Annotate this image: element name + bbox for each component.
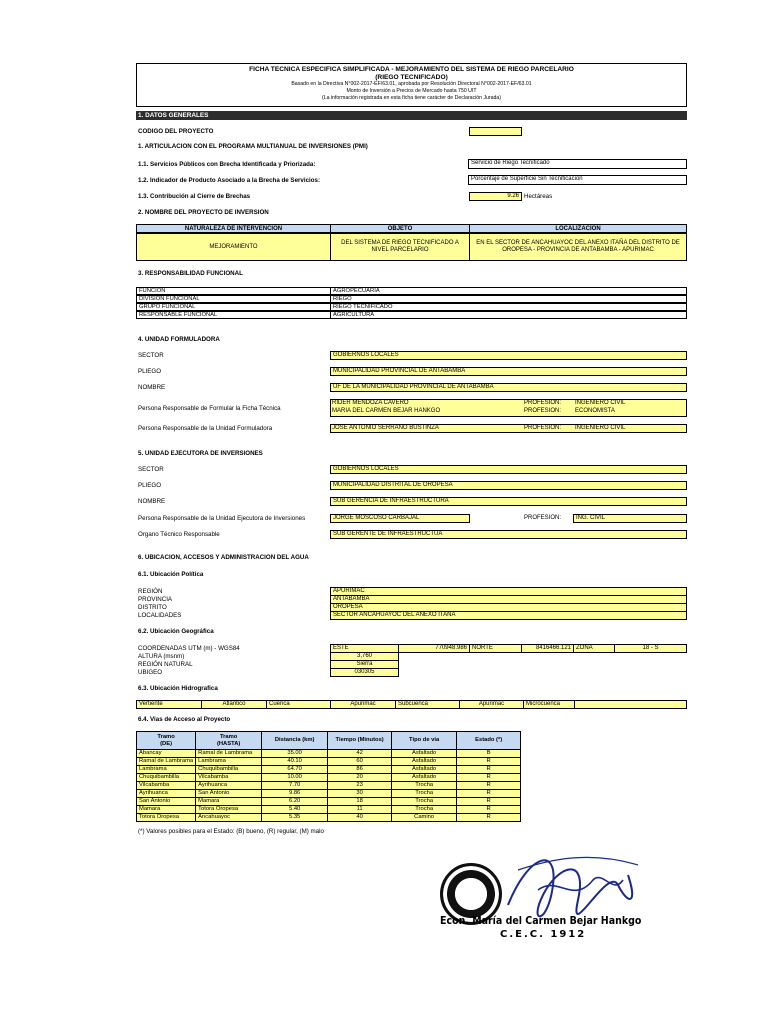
ue-resp-prof-field[interactable]: ING. CIVIL bbox=[573, 514, 687, 523]
cell-distancia[interactable]: 7.70 bbox=[262, 782, 328, 790]
localidades-field[interactable]: SECTOR ANCAHUAYOC DEL ANEXO ITAÑA bbox=[330, 611, 687, 620]
indicador-field[interactable]: Porcentaje de Superficie Sin Tecnificacion bbox=[468, 175, 687, 185]
rf-key: GRUPO FUNCIONAL bbox=[136, 303, 331, 311]
cell-distancia[interactable]: 6.20 bbox=[262, 798, 328, 806]
form-title: FICHA TECNICA ESPECIFICA SIMPLIFICADA - MEJORAMIENTO DEL SISTEMA DE RIEGO PARCELARIO bbox=[249, 66, 574, 73]
signature-area bbox=[440, 845, 670, 945]
resp-ficha-prof1: INGENIERO CIVIL bbox=[575, 400, 626, 406]
ubicacion-geografica-heading: 6.2. Ubicación Geográfica bbox=[138, 628, 214, 635]
cell-estado[interactable]: R bbox=[457, 798, 521, 806]
cell-distancia[interactable]: 35.00 bbox=[262, 750, 328, 758]
rf-key: DIVISION FUNCIONAL bbox=[136, 295, 331, 303]
cell-estado[interactable]: R bbox=[457, 766, 521, 774]
zona-field[interactable]: 18 - S bbox=[614, 644, 687, 653]
col-distancia: Distancia (km) bbox=[262, 732, 328, 750]
table-header-row bbox=[137, 732, 521, 750]
resp-ficha-name1: RIDER MENDOZA CAVERO bbox=[332, 400, 409, 406]
cell-tipo-via[interactable]: Trocha bbox=[392, 798, 457, 806]
rf-row-division bbox=[136, 295, 687, 303]
ue-nombre-field[interactable]: SUB GERENCIA DE INFRAESTRUCTURA bbox=[330, 497, 687, 506]
distrito-field[interactable]: OROPESA bbox=[330, 603, 687, 612]
ue-resp-name-field[interactable]: JORGE MOSCOSO CARBAJAL bbox=[330, 514, 470, 523]
rf-value[interactable]: RIEGO bbox=[330, 295, 687, 303]
section-datos-generales: 1. DATOS GENERALES bbox=[136, 111, 687, 120]
cell-tramo-de[interactable]: Chuquibambilla bbox=[137, 774, 196, 782]
cell-distancia[interactable]: 5.35 bbox=[262, 814, 328, 822]
ue-pliego-label: PLIEGO bbox=[138, 482, 162, 489]
cell-estado[interactable]: R bbox=[457, 806, 521, 814]
form-header bbox=[136, 63, 687, 107]
cell-tramo-hasta[interactable]: Mamara bbox=[196, 798, 262, 806]
cell-distancia[interactable]: 40.10 bbox=[262, 758, 328, 766]
rf-row-funcion bbox=[136, 287, 687, 295]
uf-pliego-field[interactable]: MUNICIPALIDAD PROVINCIAL DE ANTABAMBA bbox=[330, 367, 687, 376]
cell-tramo-de[interactable]: Mamara bbox=[137, 806, 196, 814]
cell-estado[interactable]: B bbox=[457, 750, 521, 758]
cell-tiempo[interactable]: 23 bbox=[328, 782, 392, 790]
cell-tramo-hasta[interactable]: Chuquibambilla bbox=[196, 766, 262, 774]
form-note-directiva: Basado en la Directiva N°002-2017-EF/63.01, aprobada por Resolución Directoral N°002-2017-EF/63.01 bbox=[291, 81, 532, 88]
cell-tipo-via[interactable]: Trocha bbox=[392, 790, 457, 798]
ubicacion-politica-heading: 6.1. Ubicación Política bbox=[138, 571, 204, 578]
cuenca-label: Cuenca bbox=[266, 700, 331, 709]
ue-pliego-field[interactable]: MUNICIPALIDAD DISTRITAL DE OROPESA bbox=[330, 481, 687, 490]
distrito-label: DISTRITO bbox=[138, 604, 167, 611]
microcuenca-field[interactable] bbox=[574, 700, 687, 709]
table-row bbox=[137, 782, 521, 790]
unidad-formuladora-heading: 4. UNIDAD FORMULADORA bbox=[138, 336, 220, 343]
profesion-label: PROFESION: bbox=[524, 408, 562, 414]
articulacion-heading: 1. ARTICULACION CON EL PROGRAMA MULTIANUAL DE INVERSIONES (PMI) bbox=[138, 143, 368, 150]
region-label: REGIÓN bbox=[138, 588, 163, 595]
rf-key: FUNCION bbox=[136, 287, 331, 295]
objeto-header: OBJETO bbox=[330, 224, 470, 233]
region-natural-field[interactable]: Sierra bbox=[330, 660, 399, 669]
ue-resp-label: Persona Responsable de la Unidad Ejecutora de Inversiones bbox=[138, 515, 306, 522]
cell-tramo-de[interactable]: Ayrihuanca bbox=[137, 790, 196, 798]
table-row bbox=[137, 766, 521, 774]
profesion-label: PROFESION: bbox=[524, 515, 562, 521]
vias-acceso-heading: 6.4. Vias de Acceso al Proyecto bbox=[138, 716, 231, 723]
subcuenca-field[interactable]: Apurimac bbox=[459, 700, 524, 709]
table-row bbox=[137, 798, 521, 806]
form-note-monto: Monto de Inversión a Precios de Mercado hasta 750 UIT bbox=[346, 88, 477, 95]
col-estado: Estado (*) bbox=[457, 732, 521, 750]
cell-tiempo[interactable]: 60 bbox=[328, 758, 392, 766]
contribucion-label: 1.3. Contribución al Cierre de Brechas bbox=[138, 193, 251, 200]
cell-tiempo[interactable]: 20 bbox=[328, 774, 392, 782]
localidades-label: LOCALIDADES bbox=[138, 612, 182, 619]
subcuenca-label: Subcuenca bbox=[395, 700, 460, 709]
resp-uf-name: JOSE ANTONIO SERRANO BUSTINZA bbox=[332, 425, 439, 431]
cell-tramo-hasta[interactable]: Lambrama bbox=[196, 758, 262, 766]
table-row bbox=[137, 774, 521, 782]
cell-tramo-de[interactable]: Totora Oropesa bbox=[137, 814, 196, 822]
cell-tiempo[interactable]: 11 bbox=[328, 806, 392, 814]
este-label: ESTE bbox=[330, 644, 399, 653]
table-row bbox=[137, 758, 521, 766]
cell-tipo-via[interactable]: Asfaltado bbox=[392, 758, 457, 766]
servicios-label: 1.1. Servicios Públicos con Brecha Identificada y Priorizada: bbox=[138, 161, 316, 168]
servicios-field[interactable]: Servicio de Riego Tecnificado bbox=[468, 159, 687, 169]
zona-label: ZONA bbox=[573, 644, 615, 653]
resp-uf-prof: INGENIERO CIVIL bbox=[575, 425, 626, 431]
vias-acceso-body bbox=[137, 750, 521, 822]
col-tiempo: Tiempo (Minutos) bbox=[328, 732, 392, 750]
norte-field[interactable]: 8416466.121 bbox=[521, 644, 574, 653]
rf-row-grupo bbox=[136, 303, 687, 311]
cell-estado[interactable]: R bbox=[457, 790, 521, 798]
ubigeo-field[interactable]: 030305 bbox=[330, 668, 399, 677]
ue-sector-field[interactable]: GOBIERNOS LOCALES bbox=[330, 465, 687, 474]
vertiente-field[interactable]: Atlántico bbox=[201, 700, 267, 709]
cell-distancia[interactable]: 64.70 bbox=[262, 766, 328, 774]
estado-note: (*) Valores posibles para el Estado: (B) bueno, (R) regular, (M) malo bbox=[138, 828, 324, 835]
cell-tramo-de[interactable]: Lambrama bbox=[137, 766, 196, 774]
cell-tramo-hasta[interactable]: Totora Oropesa bbox=[196, 806, 262, 814]
contribucion-unit: Hectáreas bbox=[524, 193, 553, 200]
form-note-declaracion: (La información registrada en esta ficha tiene carácter de Declaración Jurada) bbox=[321, 95, 502, 102]
cell-tramo-hasta[interactable]: Ayrihuanca bbox=[196, 782, 262, 790]
signatory-registration: C.E.C. 1912 bbox=[500, 929, 587, 940]
cell-tiempo[interactable]: 18 bbox=[328, 798, 392, 806]
organo-label: Organo Técnico Responsable bbox=[138, 531, 220, 538]
localizacion-header: LOCALIZACION bbox=[469, 224, 687, 233]
vertiente-label: Vertiente bbox=[136, 700, 202, 709]
uf-sector-field[interactable]: GOBIERNOS LOCALES bbox=[330, 351, 687, 360]
cell-tramo-hasta[interactable]: San Antonio bbox=[196, 790, 262, 798]
col-tramo-hasta: Tramo (HASTA) bbox=[196, 732, 262, 750]
table-row bbox=[137, 814, 521, 822]
cuenca-field[interactable]: Apurimac bbox=[330, 700, 396, 709]
cell-tramo-hasta[interactable]: Vilcabamba bbox=[196, 774, 262, 782]
region-field[interactable]: APURIMAC bbox=[330, 587, 687, 596]
nombre-proyecto-heading: 2. NOMBRE DEL PROYECTO DE INVERSION bbox=[138, 209, 269, 216]
unidad-ejecutora-heading: 5. UNIDAD EJECUTORA DE INVERSIONES bbox=[138, 450, 263, 457]
uf-nombre-field[interactable]: UF DE LA MUNICIPALIDAD PROVINCIAL DE ANTABAMBA bbox=[330, 383, 687, 392]
coordenadas-label: COORDENADAS UTM (m) - WGS84 bbox=[138, 645, 240, 652]
objeto-value[interactable]: DEL SISTEMA DE RIEGO TECNIFICADO A NIVEL PARCELARIO bbox=[330, 233, 470, 261]
cell-estado[interactable]: R bbox=[457, 782, 521, 790]
resp-ficha-name2: MARIA DEL CARMEN BEJAR HANKGO bbox=[332, 408, 441, 414]
cell-distancia[interactable]: 10.00 bbox=[262, 774, 328, 782]
ubicacion-hidrografica-heading: 6.3. Ubicación Hidrografica bbox=[138, 685, 218, 692]
cell-distancia[interactable]: 5.40 bbox=[262, 806, 328, 814]
cell-tipo-via[interactable]: Asfaltado bbox=[392, 774, 457, 782]
resp-ficha-label: Persona Responsable de Formular la Ficha Técnica bbox=[138, 405, 281, 412]
uf-nombre-label: NOMBRE bbox=[138, 384, 166, 391]
codigo-proyecto-field[interactable] bbox=[469, 127, 522, 136]
microcuenca-label: Microcuenca bbox=[523, 700, 575, 709]
altura-label: ALTURA (msnm) bbox=[138, 653, 185, 660]
organo-field[interactable]: SUB GERENTE DE INFRAESTRUCTUA bbox=[330, 530, 687, 539]
ubigeo-label: UBIGEO bbox=[138, 669, 163, 676]
cell-tipo-via[interactable]: Trocha bbox=[392, 782, 457, 790]
cell-tramo-de[interactable]: Vilcabamba bbox=[137, 782, 196, 790]
provincia-field[interactable]: ANTABAMBA bbox=[330, 595, 687, 604]
table-row bbox=[137, 806, 521, 814]
uf-sector-label: SECTOR bbox=[138, 352, 164, 359]
provincia-label: PROVINCIA bbox=[138, 596, 173, 603]
cell-tramo-hasta[interactable]: Ramal de Lambrama bbox=[196, 750, 262, 758]
codigo-proyecto-label: CODIGO DEL PROYECTO bbox=[138, 128, 214, 135]
col-tramo-de: Tramo (DE) bbox=[137, 732, 196, 750]
cell-tiempo[interactable]: 30 bbox=[328, 790, 392, 798]
ubicacion-heading: 6. UBICACION, ACCESOS Y ADMINISTRACION DEL AGUA bbox=[138, 554, 309, 561]
cell-tramo-de[interactable]: Ramal de Lambrama bbox=[137, 758, 196, 766]
profesion-label: PROFESION: bbox=[524, 400, 562, 406]
rf-key: RESPONSABLE FUNCIONAL bbox=[136, 311, 331, 319]
region-natural-label: REGIÓN NATURAL bbox=[138, 661, 193, 668]
cell-tramo-hasta[interactable]: Ancahuayoc bbox=[196, 814, 262, 822]
rf-value[interactable]: AGRICULTURA bbox=[330, 311, 687, 319]
table-row bbox=[137, 750, 521, 758]
cell-tiempo[interactable]: 86 bbox=[328, 766, 392, 774]
cell-estado[interactable]: R bbox=[457, 774, 521, 782]
cell-tipo-via[interactable]: Camino bbox=[392, 814, 457, 822]
ue-sector-label: SECTOR bbox=[138, 466, 164, 473]
cell-tramo-de[interactable]: San Antonio bbox=[137, 798, 196, 806]
responsabilidad-heading: 3. RESPONSABILIDAD FUNCIONAL bbox=[138, 270, 243, 277]
este-field[interactable]: 770948.986 bbox=[398, 644, 470, 653]
contribucion-field[interactable]: 9.26 bbox=[469, 192, 522, 201]
uf-pliego-label: PLIEGO bbox=[138, 368, 162, 375]
vias-acceso-table bbox=[136, 731, 521, 822]
cell-estado[interactable]: R bbox=[457, 758, 521, 766]
indicador-label: 1.2. Indicador de Producto Asociado a la Brecha de Servicios: bbox=[138, 177, 321, 184]
table-row bbox=[137, 790, 521, 798]
form-subtitle: (RIEGO TECNIFICADO) bbox=[375, 73, 448, 81]
cell-tipo-via[interactable]: Trocha bbox=[392, 806, 457, 814]
rf-row-responsable bbox=[136, 311, 687, 319]
norte-label: NORTE bbox=[469, 644, 522, 653]
rf-value[interactable]: RIEGO TECNIFICADO bbox=[330, 303, 687, 311]
ue-nombre-label: NOMBRE bbox=[138, 498, 166, 505]
cell-tipo-via[interactable]: Asfaltado bbox=[392, 766, 457, 774]
profesion-label: PROFESION: bbox=[524, 425, 562, 431]
naturaleza-value[interactable]: MEJORAMIENTO bbox=[136, 233, 331, 261]
altura-field[interactable]: 3,760 bbox=[330, 652, 399, 661]
cell-distancia[interactable]: 9.86 bbox=[262, 790, 328, 798]
naturaleza-header: NATURALEZA DE INTERVENCION bbox=[136, 224, 331, 233]
cell-tramo-de[interactable]: Abancay bbox=[137, 750, 196, 758]
cell-tiempo[interactable]: 42 bbox=[328, 750, 392, 758]
col-tipo-via: Tipo de via bbox=[392, 732, 457, 750]
cell-tiempo[interactable]: 40 bbox=[328, 814, 392, 822]
cell-tipo-via[interactable]: Asfaltado bbox=[392, 750, 457, 758]
resp-ficha-prof2: ECONOMISTA bbox=[575, 408, 615, 414]
rf-value[interactable]: AGROPECUARIA bbox=[330, 287, 687, 295]
resp-uf-label: Persona Responsable de la Unidad Formuladora bbox=[138, 425, 273, 432]
signatory-name: Econ. María del Carmen Bejar Hankgo bbox=[440, 914, 642, 927]
localizacion-value[interactable]: EN EL SECTOR DE ANCAHUAYOC DEL ANEXO ITAÑA DEL DISTRITO DE OROPESA - PROVINCIA DE ANTABAMBA - APURIMAC bbox=[469, 233, 687, 261]
cell-estado[interactable]: R bbox=[457, 814, 521, 822]
